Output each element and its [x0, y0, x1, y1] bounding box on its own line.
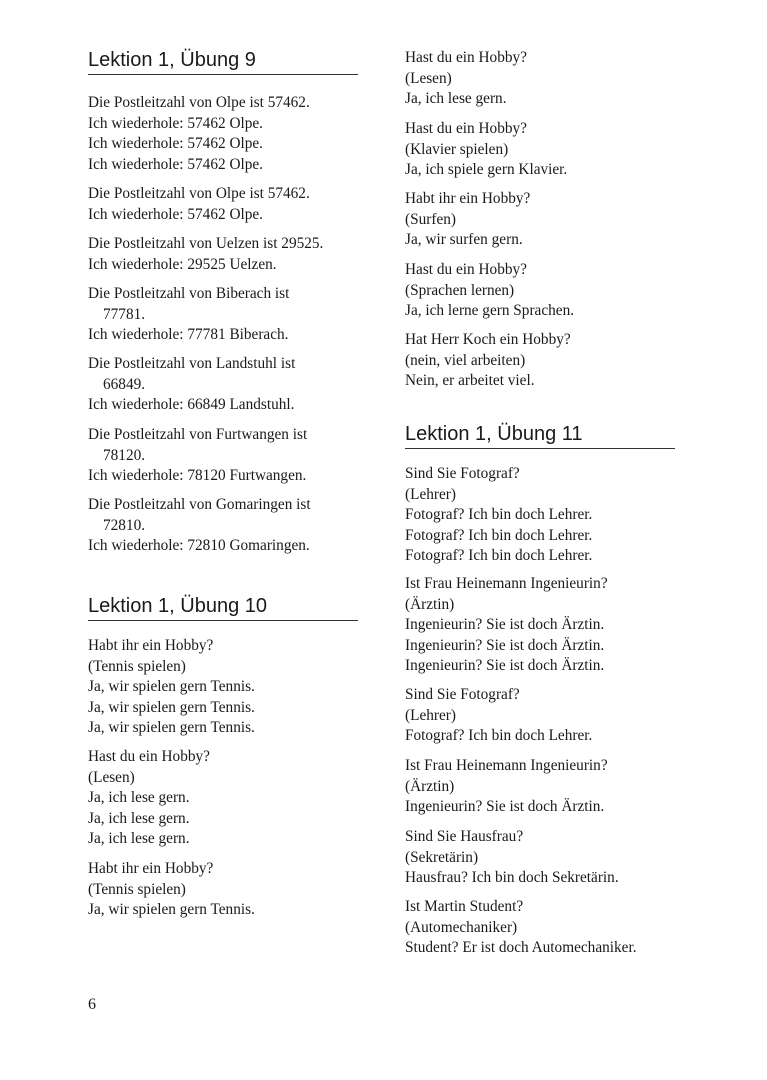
text-line: Ist Frau Heinemann Ingenieurin?: [405, 575, 608, 592]
text-line: Ich wiederhole: 57462 Olpe.: [88, 205, 264, 223]
text-line: Hausfrau? Ich bin doch Sekretärin.: [405, 869, 619, 886]
text-line: (Automechaniker): [405, 918, 518, 936]
text-line: (Klavier spielen): [405, 140, 509, 158]
text-line: Die Postleitzahl von Olpe ist 57462.: [88, 185, 310, 202]
text-line: 77781.: [103, 305, 146, 323]
heading-rule: [88, 74, 358, 75]
text-line: (Lehrer): [405, 706, 456, 724]
exercise-block: [88, 747, 210, 850]
exercise-block: [88, 234, 323, 275]
text-line: Ingenieurin? Sie ist doch Ärztin.: [405, 616, 605, 633]
text-line: Student? Er ist doch Automechaniker.: [405, 939, 637, 956]
exercise-block: [88, 184, 310, 225]
text-line: Ist Frau Heinemann Ingenieurin?: [405, 757, 608, 774]
text-line: Ingenieurin? Sie ist doch Ärztin.: [405, 636, 605, 654]
text-line: Ich wiederhole: 57462 Olpe.: [88, 114, 264, 132]
text-line: Ja, ich lerne gern Sprachen.: [405, 302, 575, 319]
text-line: Fotograf? Ich bin doch Lehrer.: [405, 526, 593, 544]
text-line: 78120.: [103, 446, 146, 464]
text-line: Die Postleitzahl von Furtwangen ist: [88, 426, 308, 443]
text-line: (Lesen): [88, 768, 135, 786]
text-line: Sind Sie Fotograf?: [405, 465, 520, 482]
text-line: Ist Martin Student?: [405, 898, 524, 915]
text-line: Hast du ein Hobby?: [405, 120, 527, 137]
text-line: Sind Sie Fotograf?: [405, 686, 520, 703]
text-line: (Sekretärin): [405, 848, 479, 866]
text-line: Ingenieurin? Sie ist doch Ärztin.: [405, 798, 605, 815]
text-line: Ich wiederhole: 72810 Gomaringen.: [88, 537, 310, 554]
text-line: Sind Sie Hausfrau?: [405, 828, 524, 845]
text-line: Ja, ich lese gern.: [88, 830, 190, 847]
exercise-block: [88, 859, 255, 921]
section-heading: Lektion 1, Übung 10: [88, 595, 268, 617]
text-line: (Tennis spielen): [88, 657, 186, 675]
heading-rule: [88, 620, 358, 621]
text-line: (Sprachen lernen): [405, 281, 515, 299]
text-line: Ja, ich lese gern.: [405, 90, 507, 107]
text-line: Habt ihr ein Hobby?: [88, 860, 214, 877]
text-line: Ja, wir spielen gern Tennis.: [88, 698, 255, 716]
text-line: Die Postleitzahl von Gomaringen ist: [88, 496, 311, 513]
exercise-block: [405, 119, 567, 181]
text-line: Habt ihr ein Hobby?: [88, 637, 214, 654]
text-line: (Lehrer): [405, 485, 456, 503]
exercise-block: [88, 93, 310, 175]
text-line: Hast du ein Hobby?: [405, 49, 527, 66]
exercise-block: [88, 636, 255, 739]
text-line: (Tennis spielen): [88, 880, 186, 898]
text-line: Ich wiederhole: 66849 Landstuhl.: [88, 396, 295, 413]
text-line: (Lesen): [405, 69, 452, 87]
text-line: Ja, wir spielen gern Tennis.: [88, 678, 255, 695]
exercise-block: [405, 330, 571, 392]
exercise-block: [405, 756, 608, 818]
page-number: 6: [88, 996, 96, 1013]
text-line: Ich wiederhole: 29525 Uelzen.: [88, 255, 277, 273]
exercise-block: [405, 574, 608, 677]
text-line: Ich wiederhole: 57462 Olpe.: [88, 155, 264, 173]
text-line: (Surfen): [405, 210, 456, 228]
text-line: Ja, wir surfen gern.: [405, 231, 523, 248]
exercise-block: [88, 354, 295, 416]
text-line: (Ärztin): [405, 777, 455, 795]
text-line: 72810.: [103, 516, 146, 534]
text-line: Nein, er arbeitet viel.: [405, 372, 535, 389]
exercise-block: [405, 260, 574, 322]
text-line: Ich wiederhole: 77781 Biberach.: [88, 326, 289, 343]
text-line: Ja, ich spiele gern Klavier.: [405, 161, 568, 178]
text-line: Ingenieurin? Sie ist doch Ärztin.: [405, 657, 605, 674]
text-line: Habt ihr ein Hobby?: [405, 190, 531, 207]
text-line: Ja, ich lese gern.: [88, 789, 190, 806]
text-line: Ja, ich lese gern.: [88, 809, 190, 827]
text-line: Die Postleitzahl von Landstuhl ist: [88, 355, 296, 372]
exercise-block: [88, 284, 289, 346]
text-line: Fotograf? Ich bin doch Lehrer.: [405, 506, 593, 523]
exercise-block: [405, 685, 592, 747]
text-line: Hat Herr Koch ein Hobby?: [405, 331, 571, 348]
exercise-block: [88, 495, 311, 557]
text-line: 66849.: [103, 375, 146, 393]
exercise-block: [405, 897, 637, 959]
text-line: Hast du ein Hobby?: [88, 748, 210, 765]
text-line: (Ärztin): [405, 595, 455, 613]
exercise-block: [405, 827, 619, 889]
text-line: Ich wiederhole: 57462 Olpe.: [88, 135, 264, 152]
section-heading: Lektion 1, Übung 9: [88, 49, 256, 71]
exercise-block: [405, 464, 592, 567]
text-line: Die Postleitzahl von Biberach ist: [88, 285, 290, 302]
text-line: Die Postleitzahl von Olpe ist 57462.: [88, 94, 310, 111]
text-line: Ja, wir spielen gern Tennis.: [88, 901, 255, 918]
section-heading: Lektion 1, Übung 11: [405, 423, 583, 445]
text-line: Fotograf? Ich bin doch Lehrer.: [405, 727, 593, 744]
exercise-block: [405, 189, 530, 251]
text-line: Ja, wir spielen gern Tennis.: [88, 719, 255, 736]
heading-rule: [405, 448, 675, 449]
text-line: Ich wiederhole: 78120 Furtwangen.: [88, 467, 307, 484]
text-line: Hast du ein Hobby?: [405, 261, 527, 278]
exercise-block: [88, 425, 307, 487]
text-line: (nein, viel arbeiten): [405, 351, 526, 369]
text-line: Die Postleitzahl von Uelzen ist 29525.: [88, 235, 324, 252]
text-line: Fotograf? Ich bin doch Lehrer.: [405, 547, 593, 564]
exercise-block: [405, 48, 527, 110]
